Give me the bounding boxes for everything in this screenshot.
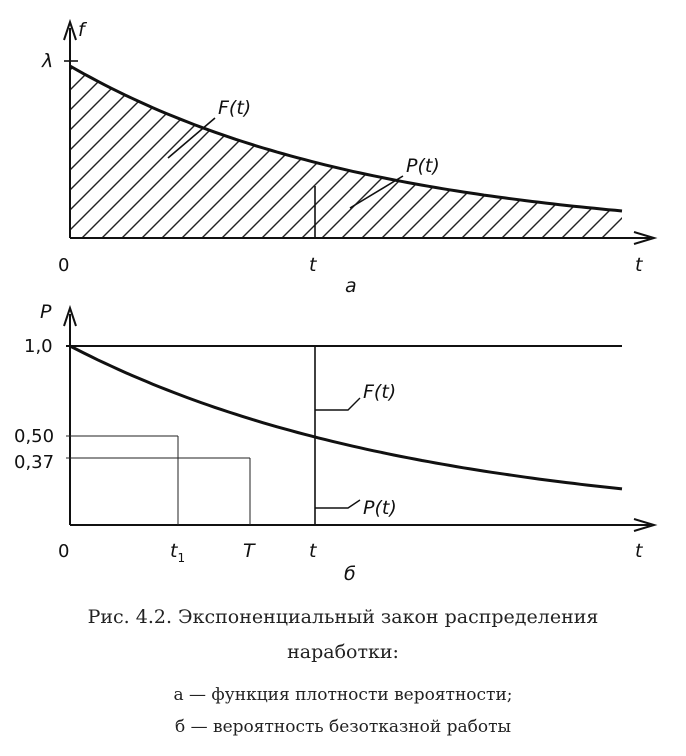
caption-title: Рис. 4.2. Экспоненциальный закон распределения — [87, 606, 599, 628]
y-axis-a-label: f — [78, 19, 85, 41]
hatch-line — [620, 40, 686, 240]
F-leader-b — [315, 398, 360, 410]
F-label-a: F(t) — [218, 97, 252, 119]
hatch-line — [660, 40, 686, 240]
t-marker-b-label: t — [309, 540, 317, 562]
origin-a-label: 0 — [58, 255, 70, 276]
y-axis-b-label: P — [40, 301, 52, 323]
tick-1-label: 1,0 — [24, 336, 53, 357]
hatch-line — [500, 40, 686, 240]
hatch-line — [0, 40, 20, 240]
lambda-label: λ — [42, 50, 54, 72]
panel-a-label: а — [345, 275, 357, 297]
hatch-line — [560, 40, 686, 240]
F-label-b: F(t) — [363, 381, 397, 403]
density-curve — [70, 66, 622, 211]
panel-b-label: б — [344, 563, 356, 585]
x-axis-a-label: t — [635, 254, 643, 276]
hatch-line — [480, 40, 680, 240]
P-label-b: P(t) — [363, 497, 397, 519]
panel-a — [0, 19, 686, 297]
P-label-a: P(t) — [406, 155, 440, 177]
hatch-line — [0, 40, 120, 240]
hatch-line — [460, 40, 660, 240]
reliability-curve — [70, 346, 622, 489]
t1-label: $t_1$ — [170, 540, 186, 565]
hatch-line — [0, 40, 80, 240]
hatch-line — [580, 40, 686, 240]
t-marker-a-label: t — [309, 254, 317, 276]
panel-b — [14, 301, 654, 585]
P-leader-b — [315, 500, 360, 508]
x-axis-b-label: t — [635, 540, 643, 562]
tick-037-label: 0,37 — [14, 452, 55, 473]
tick-050-label: 0,50 — [14, 426, 55, 447]
hatch-line — [680, 40, 686, 240]
origin-b-label: 0 — [58, 541, 70, 562]
caption-subtitle: наработки: — [287, 641, 399, 663]
caption-item-a: а — функция плотности вероятности; — [173, 685, 513, 705]
hatch-line — [640, 40, 686, 240]
hatch-line — [0, 40, 40, 240]
caption-item-b: б — вероятность безотказной работы — [174, 717, 512, 737]
T-label: T — [243, 540, 255, 562]
hatched-area — [0, 40, 686, 240]
